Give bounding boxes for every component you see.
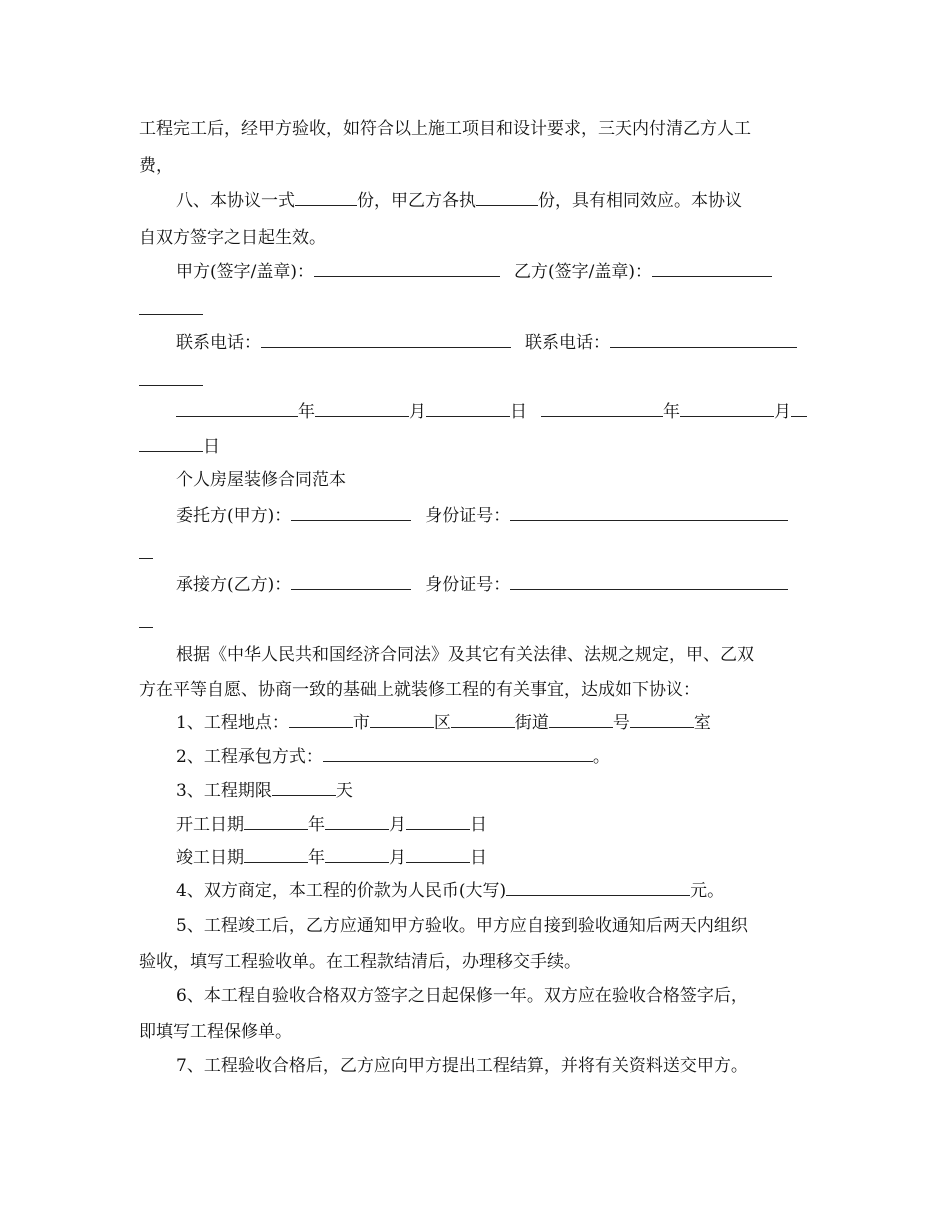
- month-blank[interactable]: [315, 398, 409, 417]
- text: 1、工程地点：: [176, 713, 289, 733]
- text: 年: [308, 848, 325, 868]
- clause-8-line: [176, 187, 819, 215]
- district-blank[interactable]: [370, 709, 434, 728]
- text-line: [139, 1018, 819, 1046]
- day-blank[interactable]: [791, 398, 807, 417]
- text-line: [176, 641, 819, 669]
- street-blank[interactable]: [451, 709, 515, 728]
- contractor-line: [176, 571, 819, 599]
- text: 6、本工程自验收合格双方签字之日起保修一年。双方应在验收合格签字后，: [176, 986, 748, 1006]
- text: 室: [693, 713, 711, 733]
- text: 元。: [690, 881, 725, 901]
- text: 开工日期: [176, 815, 244, 835]
- text: 年: [308, 815, 325, 835]
- phone-a-label: 联系电话：: [176, 333, 261, 353]
- text: 年: [663, 402, 680, 422]
- text: 天: [335, 781, 353, 801]
- text: 月: [774, 402, 791, 422]
- text-line: [139, 948, 819, 976]
- item-4-line: [176, 877, 819, 905]
- day-blank[interactable]: [406, 844, 470, 863]
- month-blank[interactable]: [325, 811, 389, 830]
- contractor-id-blank[interactable]: [510, 571, 788, 590]
- month-blank[interactable]: [325, 844, 389, 863]
- text-line: [176, 982, 819, 1010]
- party-b-sign-label: 乙方(签字/盖章)：: [514, 262, 652, 282]
- text: 日: [470, 848, 487, 868]
- party-b-sign-blank[interactable]: [652, 258, 772, 277]
- text: 。: [592, 747, 610, 767]
- id-label: 身份证号：: [425, 506, 511, 526]
- text: 竣工日期: [176, 848, 244, 868]
- copies-blank[interactable]: [295, 187, 357, 206]
- text: 区: [433, 713, 451, 733]
- text: 月: [389, 815, 406, 835]
- month-blank[interactable]: [680, 398, 774, 417]
- text: 市: [352, 713, 370, 733]
- text: 自双方签字之日起生效。: [139, 228, 326, 248]
- text: 个人房屋装修合同范本: [176, 470, 346, 490]
- number-blank[interactable]: [549, 709, 613, 728]
- text: 份，具有相同效应。本协议: [538, 191, 742, 211]
- text: 4、双方商定，本工程的价款为人民币(大写): [176, 881, 507, 901]
- blank-continuation: [139, 367, 203, 386]
- text: 根据《中华人民共和国经济合同法》及其它有关法律、法规之规定，甲、乙双: [176, 645, 754, 665]
- text: 街道: [514, 713, 549, 733]
- blank-continuation: [139, 540, 153, 559]
- text-line: [176, 912, 819, 940]
- text-line: [139, 115, 819, 143]
- text: 7、工程验收合格后，乙方应向甲方提出工程结算，并将有关资料送交甲方。: [176, 1056, 748, 1076]
- end-date-line: [176, 844, 819, 872]
- year-blank[interactable]: [244, 811, 308, 830]
- text-line: [139, 152, 819, 180]
- text: 即填写工程保修单。: [139, 1022, 292, 1042]
- date-line: [176, 398, 819, 426]
- text-line: [176, 1052, 819, 1080]
- text: 验收，填写工程验收单。在工程款结清后，办理移交手续。: [139, 952, 581, 972]
- text-line: [139, 224, 819, 252]
- text: 年: [298, 402, 315, 422]
- signature-line: [176, 258, 819, 286]
- client-id-blank[interactable]: [510, 502, 788, 521]
- text: 月: [409, 402, 426, 422]
- phone-a-blank[interactable]: [261, 329, 511, 348]
- contract-method-blank[interactable]: [323, 743, 593, 762]
- phone-b-blank[interactable]: [610, 329, 797, 348]
- text: 工程完工后，经甲方验收，如符合以上施工项目和设计要求，三天内付清乙方人工: [139, 119, 751, 139]
- price-blank[interactable]: [506, 877, 690, 896]
- day-blank[interactable]: [406, 811, 470, 830]
- text: 份，甲乙方各执: [357, 191, 476, 211]
- text: 八、本协议一式: [176, 191, 295, 211]
- copies-each-blank[interactable]: [476, 187, 538, 206]
- year-blank[interactable]: [541, 398, 663, 417]
- item-2-line: [176, 743, 819, 771]
- city-blank[interactable]: [289, 709, 353, 728]
- contract-title: [176, 466, 819, 494]
- duration-blank[interactable]: [272, 777, 336, 796]
- id-label: 身份证号：: [425, 575, 511, 595]
- text: 日: [203, 437, 220, 457]
- day-blank[interactable]: [426, 398, 510, 417]
- start-date-line: [176, 811, 819, 839]
- text: 2、工程承包方式：: [176, 747, 323, 767]
- text: 费，: [139, 156, 173, 176]
- client-line: [176, 502, 819, 530]
- party-a-sign-label: 甲方(签字/盖章)：: [176, 262, 314, 282]
- text: 日: [510, 402, 527, 422]
- phone-line: [176, 329, 819, 357]
- blank-continuation: [139, 296, 203, 315]
- contractor-blank[interactable]: [291, 571, 411, 590]
- text: 月: [389, 848, 406, 868]
- text: 日: [470, 815, 487, 835]
- text: 号: [612, 713, 630, 733]
- phone-b-label: 联系电话：: [525, 333, 610, 353]
- client-blank[interactable]: [291, 502, 411, 521]
- party-a-sign-blank[interactable]: [314, 258, 500, 277]
- client-label: 委托方(甲方)：: [176, 506, 292, 526]
- blank-continuation: [139, 609, 153, 628]
- text: 3、工程期限: [176, 781, 272, 801]
- day-blank[interactable]: [139, 433, 203, 452]
- text-line: [139, 676, 819, 704]
- text: 方在平等自愿、协商一致的基础上就装修工程的有关事宜，达成如下协议：: [139, 680, 700, 700]
- year-blank[interactable]: [244, 844, 308, 863]
- date-line-continued: [139, 433, 819, 461]
- contractor-label: 承接方(乙方)：: [176, 575, 292, 595]
- text: 5、工程竣工后，乙方应通知甲方验收。甲方应自接到验收通知后两天内组织: [176, 916, 748, 936]
- year-blank[interactable]: [176, 398, 298, 417]
- item-1-line: [176, 709, 819, 737]
- room-blank[interactable]: [630, 709, 694, 728]
- item-3-line: [176, 777, 819, 805]
